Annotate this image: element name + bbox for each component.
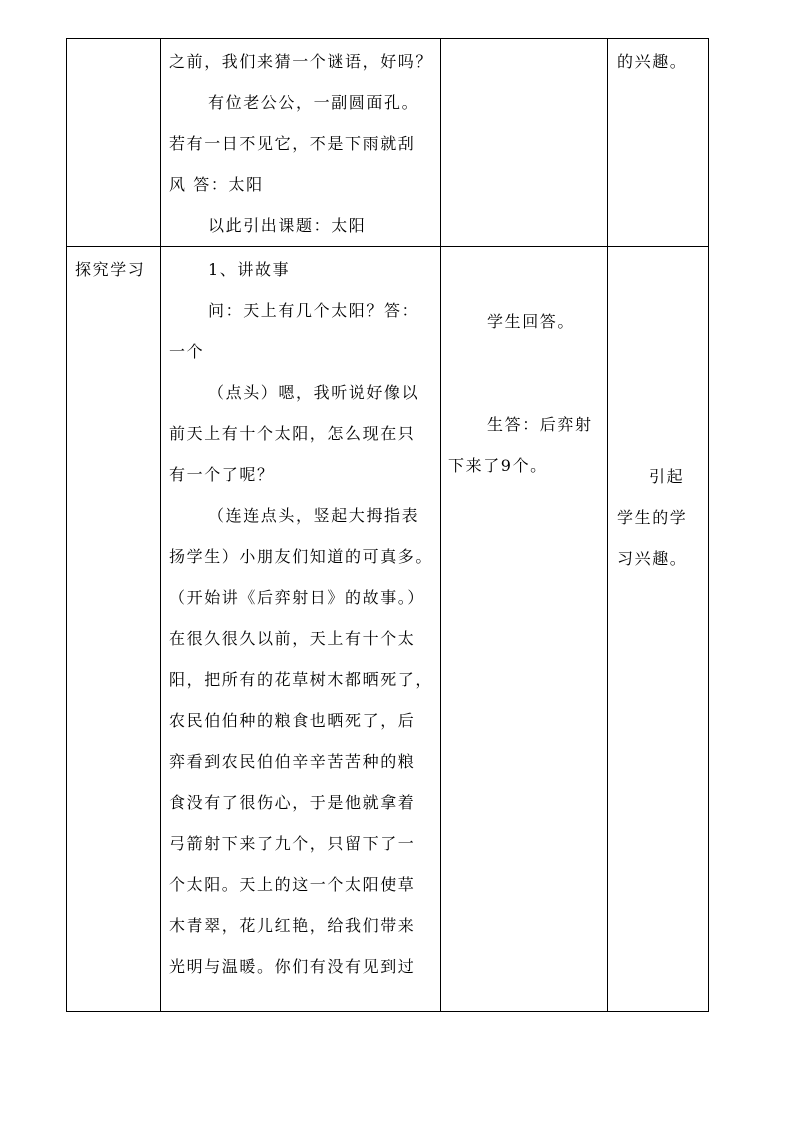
teacher-line: 光明与温暖。你们有没有见到过 bbox=[169, 957, 416, 976]
purpose-line: 的兴趣。 bbox=[617, 52, 688, 71]
purpose-cell bbox=[608, 39, 709, 247]
student-line: 下来了9个。 bbox=[448, 456, 548, 475]
purpose-line: 学生的学 bbox=[617, 508, 688, 527]
teacher-line: 木青翠，花儿红艳，给我们带来 bbox=[169, 916, 416, 935]
table-row bbox=[67, 247, 709, 1012]
student-activity-cell bbox=[441, 39, 608, 247]
teacher-line: 有位老公公，一副圆面孔。 bbox=[208, 93, 420, 112]
teacher-line: 弓箭射下来了九个，只留下了一 bbox=[169, 834, 416, 853]
student-activity-cell bbox=[441, 247, 608, 1012]
teacher-activity-cell bbox=[161, 39, 441, 247]
teacher-line: 若有一日不见它，不是下雨就刮 bbox=[169, 134, 416, 153]
teacher-line: 一个 bbox=[169, 342, 205, 361]
stage-cell bbox=[67, 247, 161, 1012]
teacher-line: 1、讲故事 bbox=[208, 260, 291, 279]
teacher-line: 之前，我们来猜一个谜语，好吗？ bbox=[169, 52, 434, 71]
teacher-line: 前天上有十个太阳，怎么现在只 bbox=[169, 424, 416, 443]
teacher-line: （连连点头，竖起大拇指表 bbox=[208, 506, 420, 525]
student-line: 生答：后弈射 bbox=[487, 415, 593, 434]
teacher-line: 农民伯伯种的粮食也晒死了，后 bbox=[169, 711, 416, 730]
teacher-activity-cell bbox=[161, 247, 441, 1012]
teacher-line: （点头）嗯，我听说好像以 bbox=[208, 383, 420, 402]
teacher-line: 阳，把所有的花草树木都晒死了， bbox=[169, 670, 434, 689]
teacher-line: 有一个了呢？ bbox=[169, 465, 275, 484]
teacher-line: 以此引出课题：太阳 bbox=[208, 216, 367, 235]
teacher-line: 个太阳。天上的这一个太阳使草 bbox=[169, 875, 416, 894]
purpose-cell bbox=[608, 247, 709, 1012]
teacher-line: 扬学生）小朋友们知道的可真多。 bbox=[169, 547, 434, 566]
teacher-line: 食没有了很伤心，于是他就拿着 bbox=[169, 793, 416, 812]
teacher-line: 风 答：太阳 bbox=[169, 175, 264, 194]
teacher-line: 问：天上有几个太阳？答： bbox=[208, 301, 420, 320]
stage-cell bbox=[67, 39, 161, 247]
purpose-line: 习兴趣。 bbox=[617, 549, 688, 568]
teacher-line: 在很久很久以前，天上有十个太 bbox=[169, 629, 416, 648]
student-line: 学生回答。 bbox=[487, 312, 576, 331]
teacher-line: 弈看到农民伯伯辛辛苦苦种的粮 bbox=[169, 752, 416, 771]
purpose-line: 引起 bbox=[649, 467, 685, 486]
lesson-plan-table bbox=[66, 38, 709, 1012]
stage-label: 探究学习 bbox=[75, 260, 146, 279]
teacher-line: （开始讲《后弈射日》的故事。） bbox=[169, 588, 426, 607]
stage-label bbox=[75, 41, 160, 82]
table-row bbox=[67, 39, 709, 247]
